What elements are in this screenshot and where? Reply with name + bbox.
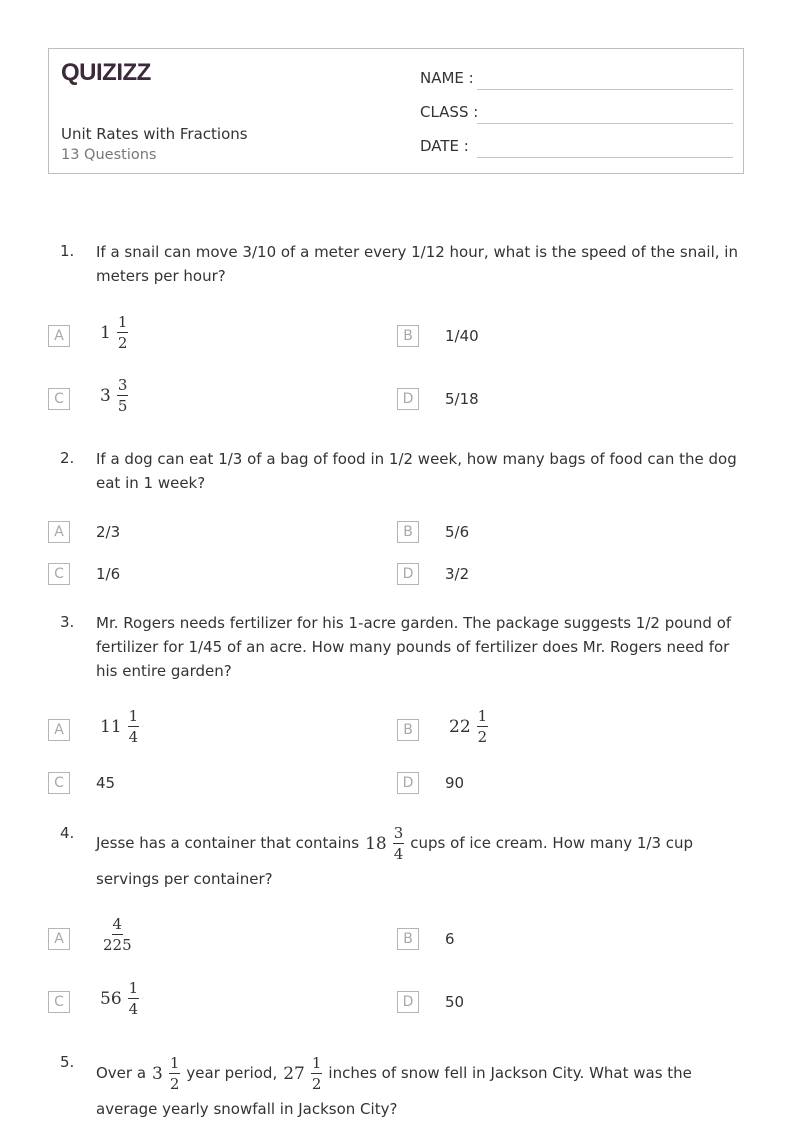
option-b-box[interactable]: B <box>397 719 419 741</box>
option-a-value: $\frac{4}{225}$ <box>103 915 132 954</box>
date-label: DATE : <box>420 137 469 155</box>
option-d-value: 50 <box>445 993 465 1011</box>
question-text: Mr. Rogers needs fertilizer for his 1-acre garden. The package suggests 1/2 pound of fertilizer for 1/45 of an acre. How many pounds of fertilizer does Mr. Rogers need for his entire garden? <box>96 614 732 680</box>
option-b-value: 5/6 <box>445 523 470 541</box>
question-number: 3. <box>60 613 75 631</box>
class-field[interactable] <box>477 123 733 124</box>
worksheet-title: Unit Rates with Fractions <box>61 125 248 143</box>
option-d-value: 3/2 <box>445 565 470 583</box>
question-text: Jesse has a container that contains 18 $\frac{3}{4}$ cups of ice cream. How many 1/3 cup <box>96 824 694 863</box>
question-number: 4. <box>60 824 75 842</box>
option-d-box[interactable]: D <box>397 563 419 585</box>
question-number: 2. <box>60 449 75 467</box>
option-b-box[interactable]: B <box>397 928 419 950</box>
question-text: If a snail can move 3/10 of a meter every 1/12 hour, what is the speed of the snail, in meters per hour? <box>96 243 738 285</box>
option-a-box[interactable]: A <box>48 325 70 347</box>
class-label: CLASS : <box>420 103 479 121</box>
question-count: 13 Questions <box>61 147 157 163</box>
option-d-value: 90 <box>445 774 465 792</box>
option-c-box[interactable]: C <box>48 563 70 585</box>
question-text-line2: average yearly snowfall in Jackson City? <box>96 1100 398 1118</box>
option-c-value: 1/6 <box>96 565 121 583</box>
option-c-box[interactable]: C <box>48 772 70 794</box>
option-b-box[interactable]: B <box>397 521 419 543</box>
option-c-value: 3 $\frac{3}{5}$ <box>100 376 128 415</box>
question-number: 5. <box>60 1053 75 1071</box>
name-field[interactable] <box>477 89 733 90</box>
question-text: If a dog can eat 1/3 of a bag of food in 1/2 week, how many bags of food can the dog eat in 1 week? <box>96 450 737 492</box>
option-b-value: 22 $\frac{1}{2}$ <box>449 707 488 746</box>
question-number: 1. <box>60 242 75 260</box>
worksheet-header <box>48 48 744 174</box>
option-b-value: 1/40 <box>445 327 479 345</box>
option-a-box[interactable]: A <box>48 928 70 950</box>
option-a-box[interactable]: A <box>48 521 70 543</box>
option-b-box[interactable]: B <box>397 325 419 347</box>
name-label: NAME : <box>420 69 474 87</box>
question-text: Over a 3 $\frac{1}{2}$ year period, 27 $\frac{1}{2}$ inches of snow fell in Jackson City. What was the <box>96 1054 692 1093</box>
question-text-line2: servings per container? <box>96 870 273 888</box>
option-a-value: 1 $\frac{1}{2}$ <box>100 313 128 352</box>
option-d-box[interactable]: D <box>397 388 419 410</box>
option-a-box[interactable]: A <box>48 719 70 741</box>
option-d-box[interactable]: D <box>397 772 419 794</box>
option-b-value: 6 <box>445 930 455 948</box>
option-a-value: 11 $\frac{1}{4}$ <box>100 707 139 746</box>
option-a-value: 2/3 <box>96 523 121 541</box>
option-c-value: 45 <box>96 774 116 792</box>
date-field[interactable] <box>477 157 733 158</box>
option-c-box[interactable]: C <box>48 991 70 1013</box>
option-c-value: 56 $\frac{1}{4}$ <box>100 979 139 1018</box>
quizizz-logo: QUIZIZZ <box>61 59 151 86</box>
option-c-box[interactable]: C <box>48 388 70 410</box>
option-d-box[interactable]: D <box>397 991 419 1013</box>
option-d-value: 5/18 <box>445 390 479 408</box>
